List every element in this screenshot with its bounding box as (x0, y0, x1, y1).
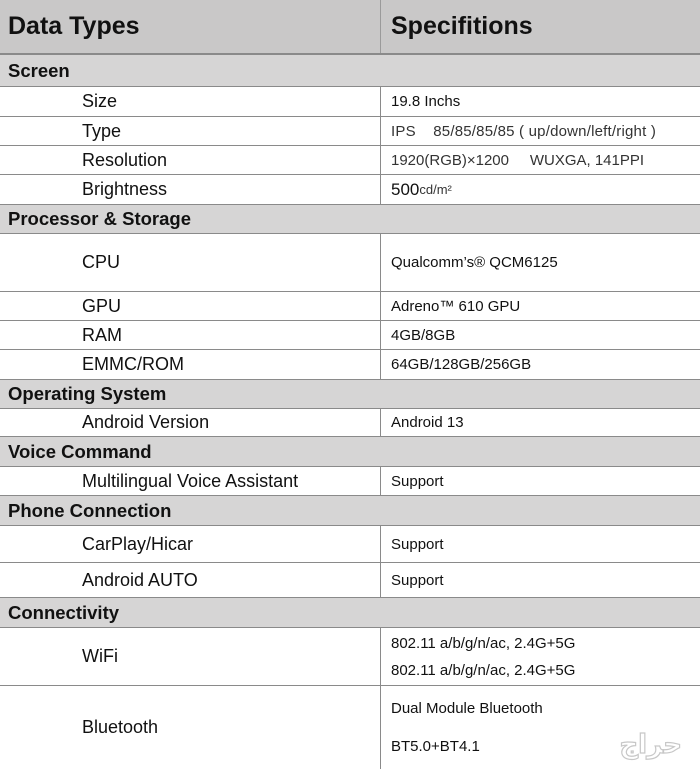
table-row-rom (0, 350, 700, 380)
section-screen: Screen (0, 55, 700, 87)
table-header (0, 0, 700, 55)
row-label: Android Version (0, 409, 381, 436)
table-row-brightness (0, 175, 700, 205)
row-label: CPU (0, 234, 381, 291)
row-value: Adreno™ 610 GPU (391, 297, 521, 315)
row-value: Support (391, 571, 444, 589)
table-row-resolution (0, 146, 700, 175)
bluetooth-value-line: BT5.0+BT4.1 (391, 737, 480, 755)
row-value: Qualcomm’s® QCM6125 (391, 254, 558, 271)
row-label: Type (0, 117, 381, 145)
wifi-value-line: 802.11 a/b/g/n/ac, 2.4G+5G (391, 634, 576, 652)
row-value: 1920(RGB)×1200 WUXGA, 141PPI (391, 151, 645, 169)
row-label: RAM (0, 321, 381, 349)
watermark-text: حراج (619, 730, 682, 760)
row-label: Bluetooth (0, 686, 381, 769)
row-label: WiFi (0, 628, 381, 685)
table-row-gpu (0, 292, 700, 321)
bluetooth-value-line: Dual Module Bluetooth (391, 700, 543, 718)
table-row-type (0, 117, 700, 146)
section-processor: Processor & Storage (0, 205, 700, 234)
row-value (381, 175, 700, 204)
row-value: 19.8 Inchs (391, 93, 461, 110)
row-value: 64GB/128GB/256GB (391, 356, 532, 373)
table-row-carplay (0, 526, 700, 563)
row-value: Support (391, 535, 444, 553)
table-row-android-auto (0, 563, 700, 598)
row-value: 4GB/8GB (391, 326, 456, 344)
row-label: CarPlay/Hicar (0, 526, 381, 562)
brightness-number: 500 (391, 179, 420, 199)
table-row-size (0, 87, 700, 117)
table-row-ram (0, 321, 700, 350)
row-label: Multilingual Voice Assistant (0, 467, 381, 495)
haraj-watermark-logo (532, 725, 692, 763)
row-value (381, 628, 700, 685)
brightness-unit: cd/m² (419, 182, 452, 197)
section-phone: Phone Connection (0, 496, 700, 526)
row-label: EMMC/ROM (0, 350, 381, 379)
wifi-value-line: 802.11 a/b/g/n/ac, 2.4G+5G (391, 661, 576, 679)
row-value: Android 13 (391, 414, 464, 431)
table-row-android-version (0, 409, 700, 437)
header-specifications: Specifitions (391, 12, 533, 40)
table-row-cpu (0, 234, 700, 292)
section-os: Operating System (0, 380, 700, 409)
row-label: Brightness (0, 175, 381, 204)
section-voice: Voice Command (0, 437, 700, 467)
row-value: IPS 85/85/85/85 ( up/down/left/right ) (391, 122, 657, 140)
row-label: Size (0, 87, 381, 116)
table-row-wifi (0, 628, 700, 686)
row-label: Resolution (0, 146, 381, 174)
table-row-voice-assistant (0, 467, 700, 496)
header-data-types: Data Types (0, 0, 381, 53)
row-label: GPU (0, 292, 381, 320)
row-value: Support (391, 472, 444, 490)
section-connectivity: Connectivity (0, 598, 700, 628)
row-label: Android AUTO (0, 563, 381, 597)
